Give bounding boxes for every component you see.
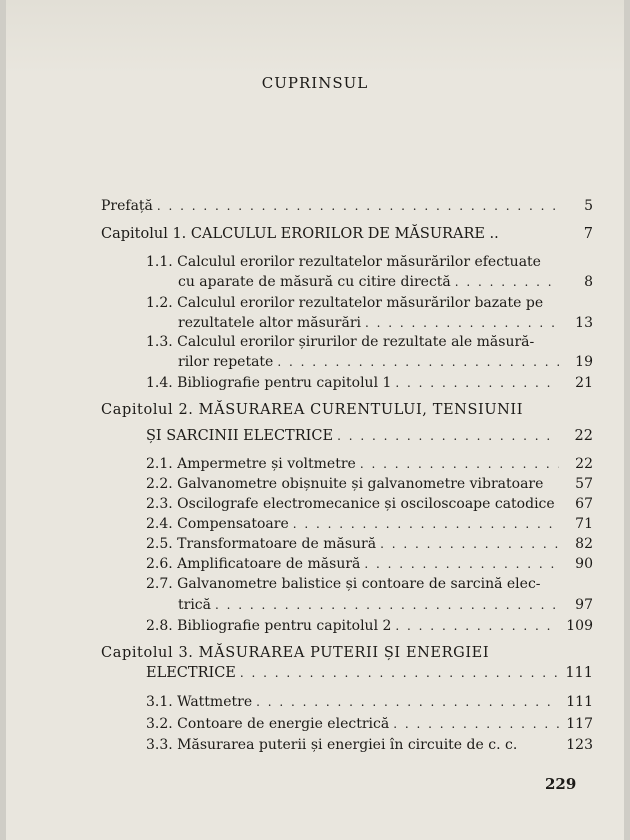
toc-entry-chapter-2: [101, 401, 593, 419]
toc-entry-1-4: [146, 374, 593, 392]
dot-leader: [365, 314, 559, 332]
toc-page-number: 19: [575, 354, 593, 370]
toc-entry-chapter-3-cont: [146, 664, 593, 682]
dot-leader: [215, 596, 559, 614]
toc-entry-2-1: [146, 455, 593, 473]
toc-entry-2-3: [146, 495, 593, 513]
toc-entry-2-7-cont: [178, 596, 593, 614]
page-title: CUPRINSUL: [261, 74, 369, 92]
dot-leader: [157, 197, 559, 215]
toc-entry-text: trică: [178, 597, 211, 613]
toc-entry-text: Capitolul 2. MĂSURAREA CURENTULUI, TENSIUNII: [101, 402, 524, 418]
toc-entry-2-2: [146, 475, 593, 493]
toc-entry-3-3: [146, 736, 593, 754]
toc-entry-text: 1.1. Calculul erorilor rezultatelor măsurărilor efectuate: [146, 254, 541, 270]
toc-entry-1-1-cont: [178, 273, 593, 291]
toc-page-number: 90: [575, 556, 593, 572]
toc-page-number: 97: [575, 597, 593, 613]
dot-leader: [293, 515, 559, 533]
toc-entry-2-8: [146, 617, 593, 635]
toc-entry-2-4: [146, 515, 593, 533]
dot-leader: [256, 693, 559, 711]
toc-entry-chapter-2-cont: [146, 427, 593, 445]
toc-entry-1-3-cont: [178, 353, 593, 371]
toc-entry-prefata: [101, 197, 593, 215]
toc-entry-1-2-cont: [178, 314, 593, 332]
dot-leader: [360, 455, 559, 473]
toc-page-number: 57: [575, 476, 593, 492]
dot-leader: [364, 555, 559, 573]
toc-page-number: 7: [583, 226, 593, 242]
toc-entry-text: Capitolul 1. CALCULUL ERORILOR DE MĂSURARE ..: [101, 226, 499, 242]
toc-entry-chapter-3: [101, 644, 593, 662]
toc-page-number: 123: [566, 737, 593, 753]
toc-entry-text: 2.4. Compensatoare: [146, 516, 289, 532]
toc-entry-text: 2.3. Oscilografe electromecanice și osciloscoape catodice: [146, 496, 555, 512]
toc-page-number: 22: [575, 456, 593, 472]
toc-entry-text: 2.2. Galvanometre obișnuite și galvanometre vibratoare: [146, 476, 544, 492]
toc-entry-text: 3.2. Contoare de energie electrică: [146, 716, 390, 732]
dot-leader: [455, 273, 559, 291]
dot-leader: [395, 617, 559, 635]
book-page: [6, 0, 624, 840]
toc-page-number: 67: [575, 496, 593, 512]
dot-leader: [337, 427, 559, 445]
toc-page-number: 82: [575, 536, 593, 552]
toc-entry-text: ȘI SARCINII ELECTRICE: [146, 428, 334, 444]
toc-entry-text: cu aparate de măsură cu citire directă: [178, 274, 451, 290]
toc-page-number: 21: [575, 375, 593, 391]
bleed-through-area: [6, 0, 624, 75]
dot-leader: [393, 715, 559, 733]
toc-page-number: 111: [565, 665, 593, 681]
dot-leader: [240, 664, 559, 682]
page-number: 229: [545, 775, 577, 793]
toc-entry-text: 1.4. Bibliografie pentru capitolul 1: [146, 375, 392, 391]
toc-entry-text: 1.2. Calculul erorilor rezultatelor măsurărilor bazate pe: [146, 295, 544, 311]
toc-entry-3-1: [146, 693, 593, 711]
toc-entry-text: 2.6. Amplificatoare de măsură: [146, 556, 361, 572]
toc-page-number: 71: [575, 516, 593, 532]
toc-entry-3-2: [146, 715, 593, 733]
toc-page-number: 8: [584, 274, 593, 290]
toc-entry-text: Capitolul 3. MĂSURAREA PUTERII ȘI ENERGIEI: [101, 645, 490, 661]
toc-entry-text: 2.1. Ampermetre și voltmetre: [146, 456, 356, 472]
toc-entry-1-1: [146, 253, 593, 271]
toc-entry-text: rezultatele altor măsurări: [178, 315, 361, 331]
toc-entry-text: ELECTRICE: [146, 665, 236, 681]
toc-page-number: 111: [566, 694, 593, 710]
toc-page-number: 109: [566, 618, 593, 634]
toc-entry-text: 3.3. Măsurarea puterii și energiei în circuite de c. c.: [146, 737, 518, 753]
toc-entry-text: Prefață: [101, 198, 153, 214]
toc-page-number: 117: [566, 716, 593, 732]
toc-entry-text: 3.1. Wattmetre: [146, 694, 253, 710]
toc-entry-2-5: [146, 535, 593, 553]
toc-entry-text: rilor repetate: [178, 354, 274, 370]
toc-entry-text: 2.8. Bibliografie pentru capitolul 2: [146, 618, 392, 634]
dot-leader: [380, 535, 559, 553]
toc-entry-2-7: [146, 575, 593, 593]
toc-entry-text: 2.5. Transformatoare de măsură: [146, 536, 377, 552]
toc-entry-text: 1.3. Calculul erorilor șirurilor de rezultate ale măsură-: [146, 334, 535, 350]
dot-leader: [395, 374, 559, 392]
toc-page-number: 13: [575, 315, 593, 331]
toc-entry-1-3: [146, 333, 593, 351]
toc-entry-chapter-1: [101, 225, 593, 243]
toc-entry-2-6: [146, 555, 593, 573]
toc-page-number: 5: [584, 198, 593, 214]
toc-page-number: 22: [574, 428, 593, 444]
dot-leader: [277, 353, 559, 371]
toc-entry-text: 2.7. Galvanometre balistice și contoare de sarcină elec-: [146, 576, 541, 592]
toc-entry-1-2: [146, 294, 593, 312]
